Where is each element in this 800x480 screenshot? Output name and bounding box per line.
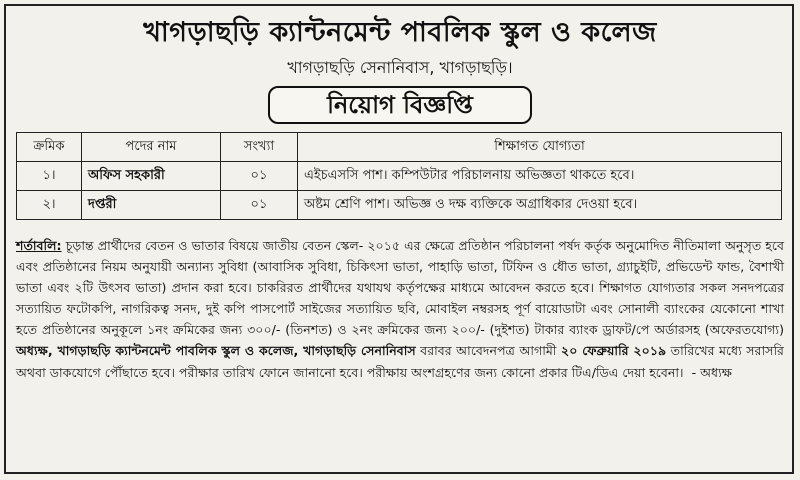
row-count: ০১ — [221, 162, 298, 191]
header-count: সংখ্যা — [221, 133, 298, 162]
institution-title: খাগড়াছড়ি ক্যান্টনমেন্ট পাবলিক স্কুল ও কলেজ — [143, 17, 657, 48]
row-qualification: অষ্টম শ্রেণি পাশ। অভিজ্ঞ ও দক্ষ ব্যক্তিকে অগ্রাধিকার দেওয়া হবে। — [298, 191, 782, 220]
row-count: ০১ — [221, 191, 298, 220]
row-post-name: দপ্তরী — [82, 191, 221, 220]
table-header-row — [17, 133, 782, 162]
header-serial: ক্রমিক — [17, 133, 82, 162]
row-serial: ১। — [17, 162, 82, 191]
terms-label: শর্তাবলি: — [16, 238, 62, 253]
table-row — [17, 162, 782, 191]
terms-deadline: ২০ ফেব্রুয়ারি ২০১৯ — [561, 343, 667, 359]
header-qualification: শিক্ষাগত যোগ্যতা — [298, 133, 782, 162]
row-qualification: এইচএসসি পাশ। কম্পিউটার পরিচালনায় অভিজ্ঞতা থাকতে হবে। — [298, 162, 782, 191]
posts-table — [16, 132, 782, 220]
row-serial: ২। — [17, 191, 82, 220]
terms-addressee: অধ্যক্ষ, খাগড়াছড়ি ক্যান্টনমেন্ট পাবলিক স্কুল ও কলেজ, খাগড়াছড়ি সেনানিবাস — [16, 343, 416, 359]
terms-paragraph — [16, 235, 784, 383]
table-row — [17, 191, 782, 220]
institution-address: খাগড়াছড়ি সেনানিবাস, খাগড়াছড়ি। — [287, 58, 513, 77]
row-post-name: অফিস সহকারী — [82, 162, 221, 191]
terms-text-3: তারিখের মধ্যে সরাসরি অথবা ডাকযোগে পৌঁছাতে হবে। পরীক্ষার তারিখ ফোনে জানানো হবে। পরীক্ষায় অংশগ্রহণের জন্য কোনো প্রকার টিএ/ডিএ দেয়া হবেনা। — [16, 343, 784, 380]
header-post-name: পদের নাম — [82, 133, 221, 162]
terms-text-1: চূড়ান্ত প্রার্থীদের বেতন ও ভাতার বিষয়ে জাতীয় বেতন স্কেল- ২০১৫ এর ক্ষেত্রে প্রতিষ্ঠান পরিচালনা পর্ষদ কর্তৃক অনুমোদিত নীতিমালা অনুসৃত হবে এবং প্রতিষ্ঠানের নিয়ম অনুযায়ী অন্যান্য সুবিধা (আবাসিক সুবিধা, চিকিৎসা ভাতা, পাহাড়ি ভাতা, টিফিন ও ধৌত ভাতা, গ্র্যাচুইটি, প্রভিডেন্ট ফান্ড, বৈশাখী ভাতা এবং ২টি উৎসব ভাতা) প্রদান করা হবে। চাকরিরত প্রার্থীদের যথাযথ কর্তৃপক্ষের মাধ্যমে আবেদন করতে হবে। শিক্ষাগত যোগ্যতার সকল সনদপত্রের সত্যায়িত ফটোকপি, নাগরিকত্ব সনদ, দুই কপি পাসপোর্ট সাইজের সত্যায়িত ছবি, মোবাইল নম্বরসহ পূর্ণ বায়োডাটা এবং সোনালী ব্যাংকের যেকোনো শাখা হতে প্রতিষ্ঠানের অনুকূলে ১নং ক্রমিকের জন্য ৩০০/- (তিনশত) ও ২নং ক্রমিকের জন্য ২০০/- (দুইশত) টাকার ব্যাংক ড্রাফট/পে অর্ডারসহ (অফেরতযোগ্য) — [16, 238, 784, 338]
notice-banner: নিয়োগ বিজ্ঞপ্তি — [268, 86, 532, 124]
terms-text-2: বরাবর আবেদনপত্র আগামী — [415, 343, 561, 359]
signature: - অধ্যক্ষ — [691, 364, 732, 380]
